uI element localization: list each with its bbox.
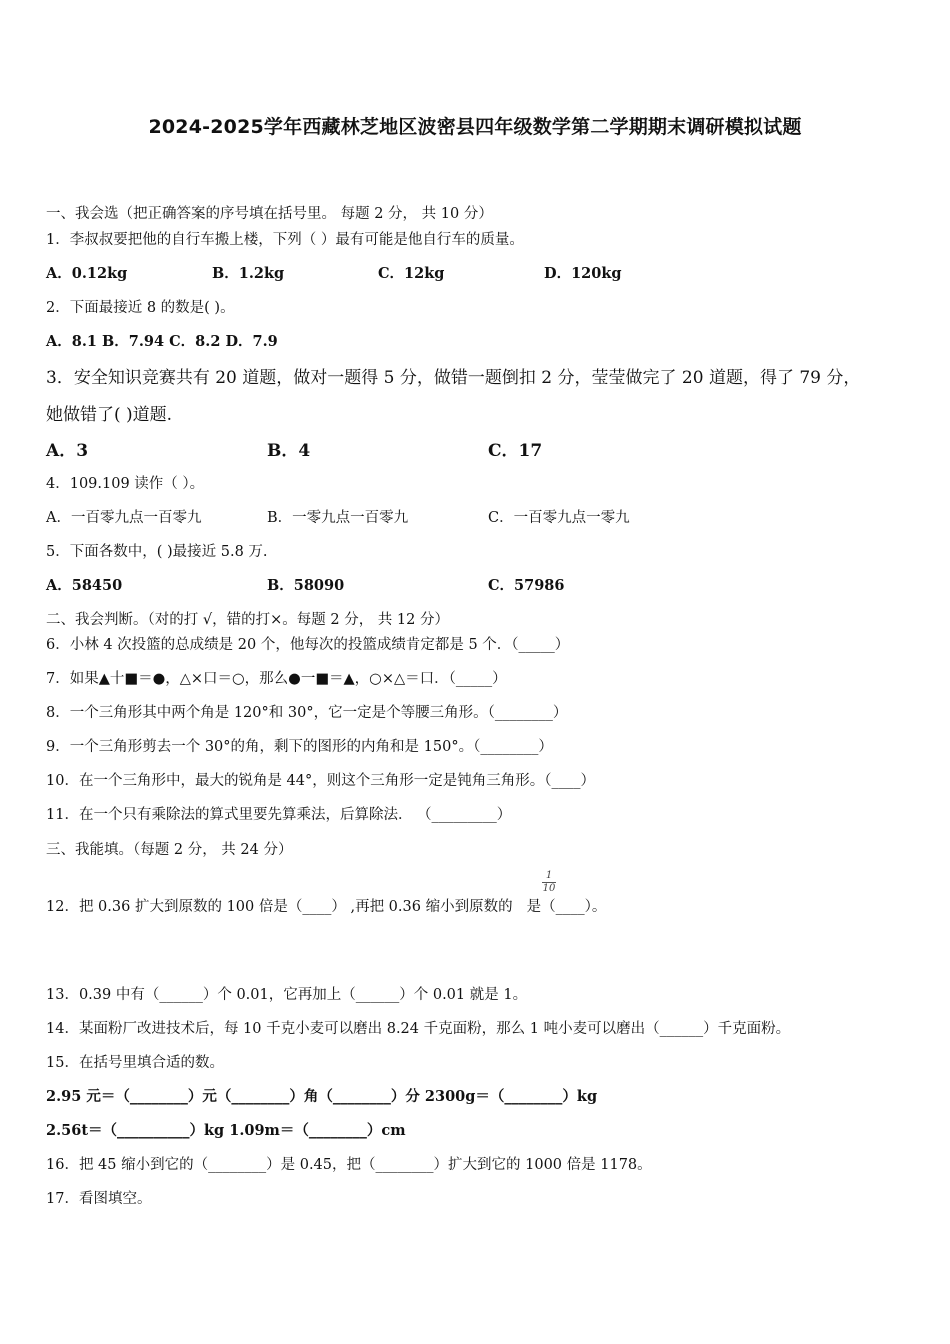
option-c: C．一百零九点一零九 [488, 510, 630, 526]
option-b: B．一零九点一百零九 [267, 510, 409, 526]
section-1-heading: 一、我会选（把正确答案的序号填在括号里。 每题 2 分， 共 10 分） [46, 206, 493, 222]
question-11: 11．在一个只有乘除法的算式里要先算乘法，后算除法． （_________） [46, 807, 512, 823]
question-7: 7．如果▲十■＝●，△×口＝○，那么●一■＝▲，○×△＝口．（_____） [46, 671, 507, 687]
question-10: 10．在一个三角形中，最大的锐角是 44°，则这个三角形一定是钝角三角形。（____） [46, 773, 596, 789]
fraction-numerator: 1 [545, 870, 553, 881]
question-4: 4．109.109 读作（ ）。 [46, 476, 205, 492]
question-5: 5．下面各数中，( )最接近 5.8 万. [46, 544, 268, 560]
question-2-options [46, 330, 278, 351]
option-b: B．1.2kg [212, 265, 285, 282]
question-15-line-1: 2.95 元＝（________）元（________）角（________）分 2300g＝（________）kg [46, 1088, 598, 1105]
question-4-options [46, 506, 630, 527]
option-a: A．3 [46, 441, 89, 461]
option-c: C．12kg [378, 265, 445, 282]
section-3-heading: 三、我能填。（每题 2 分， 共 24 分） [46, 842, 293, 858]
question-16: 16．把 45 缩小到它的（________）是 0.45，把（________）扩大到它的 1000 倍是 1178。 [46, 1157, 652, 1173]
option-d: D．120kg [544, 265, 622, 282]
option-a: A．一百零九点一百零九 [46, 510, 202, 526]
question-5-options [46, 574, 565, 595]
question-1: 1．李叔叔要把他的自行车搬上楼，下列（ ）最有可能是他自行车的质量。 [46, 232, 524, 248]
option-b: B．58090 [267, 577, 345, 594]
question-13: 13．0.39 中有（______）个 0.01，它再加上（______）个 0.01 就是 1。 [46, 987, 528, 1003]
question-1-options [46, 262, 622, 283]
question-3-options [46, 436, 542, 461]
question-9: 9．一个三角形剪去一个 30°的角，剩下的图形的内角和是 150°。（________） [46, 739, 553, 755]
question-8: 8．一个三角形其中两个角是 120°和 30°，它一定是个等腰三角形。（________） [46, 705, 568, 721]
question-17: 17．看图填空。 [46, 1191, 152, 1207]
option-b: B．4 [267, 441, 311, 461]
option-c: C．17 [488, 441, 543, 461]
question-12-part-1: 12．把 0.36 扩大到原数的 100 倍是（____） ,再把 0.36 缩小到原数的 [46, 899, 513, 915]
page-title: 2024-2025学年西藏林芝地区波密县四年级数学第二学期期末调研模拟试题 [148, 116, 802, 138]
question-2: 2．下面最接近 8 的数是( )。 [46, 300, 235, 316]
fraction-one-tenth [542, 871, 556, 894]
option-a: A．0.12kg [46, 265, 128, 282]
fraction-denominator: 10 [542, 883, 556, 894]
option-a: A．58450 [46, 577, 123, 594]
question-3-line-1: 3．安全知识竞赛共有 20 道题，做对一题得 5 分，做错一题倒扣 2 分，莹莹做完了 20 道题，得了 79 分， [46, 368, 861, 388]
option-c: C．57986 [488, 577, 565, 594]
question-3-line-2: 她做错了( )道题. [46, 405, 173, 425]
question-12 [46, 895, 606, 916]
question-15: 15．在括号里填合适的数。 [46, 1055, 224, 1071]
options-text: A．8.1 B．7.94 C．8.2 D．7.9 [46, 333, 278, 350]
section-2-heading: 二、我会判断。（对的打 √，错的打×。每题 2 分， 共 12 分） [46, 612, 449, 628]
question-6: 6．小林 4 次投篮的总成绩是 20 个，他每次的投篮成绩肯定都是 5 个．（_____） [46, 637, 570, 653]
question-14: 14．某面粉厂改进技术后，每 10 千克小麦可以磨出 8.24 千克面粉，那么 1 吨小麦可以磨出（______）千克面粉。 [46, 1021, 791, 1037]
question-15-line-2: 2.56t＝（__________）kg 1.09m＝（________）cm [46, 1122, 406, 1139]
question-12-part-2: 是（____）。 [526, 899, 607, 915]
